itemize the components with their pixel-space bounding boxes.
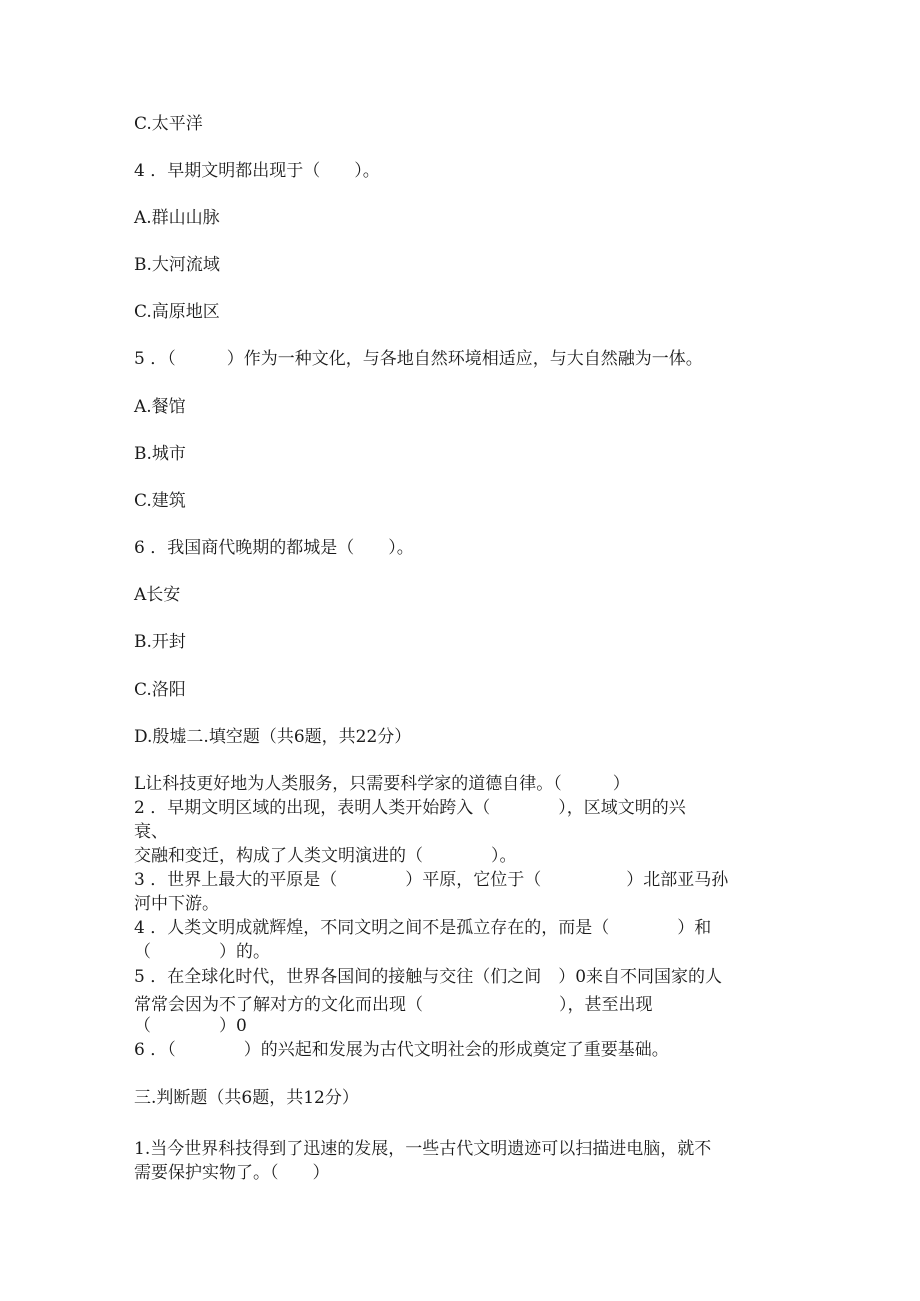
question-option: B.城市	[134, 444, 186, 464]
question-option: A.餐馆	[134, 397, 186, 417]
fill-in-line: 衰、	[134, 822, 168, 842]
question-option: B.开封	[134, 632, 186, 652]
question-option-with-section-heading: D.殷墟二.填空题（共6题，共22分）	[134, 727, 412, 747]
question-option: B.大河流域	[134, 255, 220, 275]
question-option: A长安	[134, 585, 181, 605]
question-option: C.高原地区	[134, 302, 220, 322]
fill-in-line: L让科技更好地为人类服务，只需要科学家的道德自律。（ ）	[134, 774, 630, 794]
question-stem: 5 ．（ ）作为一种文化，与各地自然环境相适应，与大自然融为一体。	[134, 349, 703, 369]
question-option: C.建筑	[134, 491, 186, 511]
fill-in-line: 4 ．人类文明成就辉煌，不同文明之间不是孤立存在的，而是（ ）和	[134, 918, 712, 938]
question-stem: 6 ．我国商代晚期的都城是（ ）。	[134, 538, 414, 558]
fill-in-line: 交融和变迁，构成了人类文明演进的（ ）。	[134, 846, 517, 866]
question-stem: 4 ．早期文明都出现于（ ）。	[134, 161, 380, 181]
fill-in-line: 3 ．世界上最大的平原是（ ）平原，它位于（ ）北部亚马孙	[134, 870, 729, 890]
judgment-question-line: 1.当今世界科技得到了迅速的发展，一些古代文明遗迹可以扫描进电脑，就不	[134, 1139, 712, 1159]
fill-in-line: 河中下游。	[134, 894, 219, 914]
question-option: C.太平洋	[134, 114, 203, 134]
fill-in-line: 常常会因为不了解对方的文化而出现（ ），甚至出现	[134, 995, 653, 1015]
judgment-question-line: 需要保护实物了。（ ）	[134, 1163, 330, 1183]
question-option: A.群山山脉	[134, 208, 220, 228]
section-heading: 三.判断题（共6题，共12分）	[134, 1088, 359, 1108]
fill-in-line: 6 ．（ ）的兴起和发展为古代文明社会的形成奠定了重要基础。	[134, 1040, 669, 1060]
fill-in-line: （ ）0	[134, 1016, 247, 1036]
fill-in-line: （ ）的。	[134, 942, 270, 962]
fill-in-line: 5 ．在全球化时代，世界各国间的接触与交往（们之间 ）0来自不同国家的人	[134, 967, 723, 987]
question-option: C.洛阳	[134, 680, 186, 700]
fill-in-line: 2 ．早期文明区域的出现，表明人类开始跨入（ ），区域文明的兴	[134, 798, 686, 818]
